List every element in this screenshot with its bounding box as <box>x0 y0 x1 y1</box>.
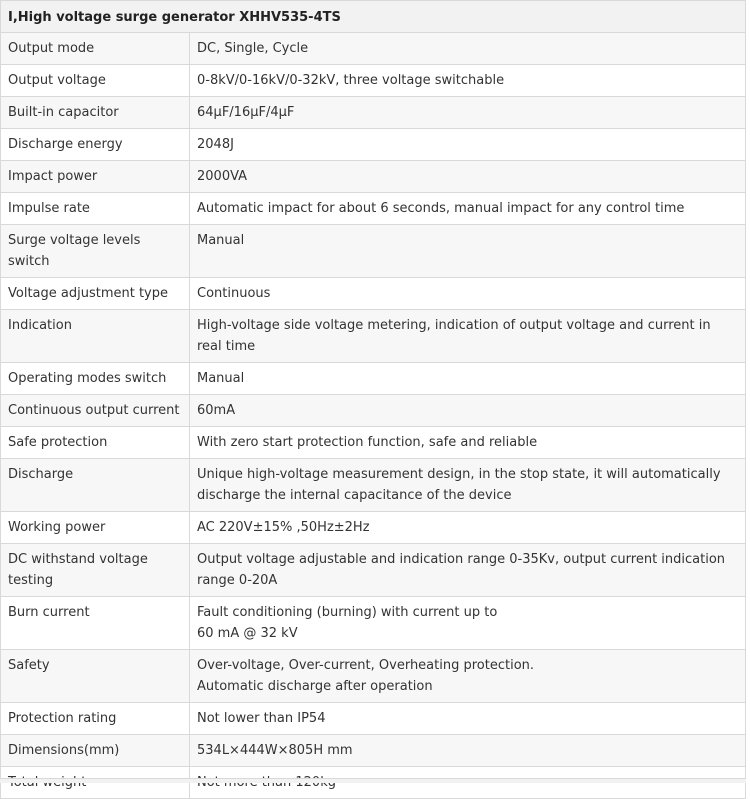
spec-value: 60mA <box>190 395 746 427</box>
spec-key: Impact power <box>1 161 190 193</box>
spec-key: DC withstand voltage testing <box>1 544 190 597</box>
spec-value: Continuous <box>190 278 746 310</box>
table-row <box>1 33 746 65</box>
spec-key: Built-in capacitor <box>1 97 190 129</box>
spec-value: Manual <box>190 225 746 278</box>
table-row <box>1 129 746 161</box>
spec-value <box>190 650 746 703</box>
table-row <box>1 395 746 427</box>
spec-value-line: Fault conditioning (burning) with current up to <box>197 605 498 620</box>
table-row <box>1 97 746 129</box>
spec-key: Protection rating <box>1 703 190 735</box>
table-row <box>1 225 746 278</box>
spec-value-line: Automatic discharge after operation <box>197 679 433 694</box>
spec-key: Operating modes switch <box>1 363 190 395</box>
spec-key: Working power <box>1 512 190 544</box>
table-row <box>1 597 746 650</box>
spec-value: DC, Single, Cycle <box>190 33 746 65</box>
table-row <box>1 161 746 193</box>
spec-value: 64μF/16μF/4μF <box>190 97 746 129</box>
spec-key: Safe protection <box>1 427 190 459</box>
table-row <box>1 650 746 703</box>
spec-key: Discharge energy <box>1 129 190 161</box>
table-bottom-edge <box>0 778 746 783</box>
table-title: I,High voltage surge generator XHHV535-4TS <box>1 1 746 33</box>
spec-value: 0-8kV/0-16kV/0-32kV, three voltage switchable <box>190 65 746 97</box>
spec-value: Automatic impact for about 6 seconds, manual impact for any control time <box>190 193 746 225</box>
spec-value: High-voltage side voltage metering, indication of output voltage and current in real time <box>190 310 746 363</box>
table-row <box>1 544 746 597</box>
spec-value: 2000VA <box>190 161 746 193</box>
spec-value: 2048J <box>190 129 746 161</box>
table-row <box>1 310 746 363</box>
table-row <box>1 703 746 735</box>
spec-value <box>190 597 746 650</box>
spec-key: Output mode <box>1 33 190 65</box>
spec-key: Voltage adjustment type <box>1 278 190 310</box>
spec-value: Unique high-voltage measurement design, in the stop state, it will automatically discharge the internal capacitance of the device <box>190 459 746 512</box>
table-row <box>1 278 746 310</box>
spec-key: Indication <box>1 310 190 363</box>
spec-key: Discharge <box>1 459 190 512</box>
spec-value: AC 220V±15% ,50Hz±2Hz <box>190 512 746 544</box>
spec-value: Manual <box>190 363 746 395</box>
spec-key: Safety <box>1 650 190 703</box>
spec-value-line: Over-voltage, Over-current, Overheating protection. <box>197 658 535 673</box>
table-row <box>1 363 746 395</box>
title-row <box>1 1 746 33</box>
spec-key: Burn current <box>1 597 190 650</box>
spec-key: Output voltage <box>1 65 190 97</box>
spec-value: Not lower than IP54 <box>190 703 746 735</box>
spec-key: Impulse rate <box>1 193 190 225</box>
table-row <box>1 512 746 544</box>
table-row <box>1 459 746 512</box>
table-row <box>1 193 746 225</box>
spec-value-line: 60 mA @ 32 kV <box>197 626 298 641</box>
table-row <box>1 65 746 97</box>
spec-key: Dimensions(mm) <box>1 735 190 767</box>
spec-value: Output voltage adjustable and indication range 0-35Kv, output current indication range 0-20A <box>190 544 746 597</box>
table-row <box>1 735 746 767</box>
spec-value: With zero start protection function, safe and reliable <box>190 427 746 459</box>
spec-value: 534L×444W×805H mm <box>190 735 746 767</box>
table-row <box>1 427 746 459</box>
spec-key: Continuous output current <box>1 395 190 427</box>
spec-key: Surge voltage levels switch <box>1 225 190 278</box>
